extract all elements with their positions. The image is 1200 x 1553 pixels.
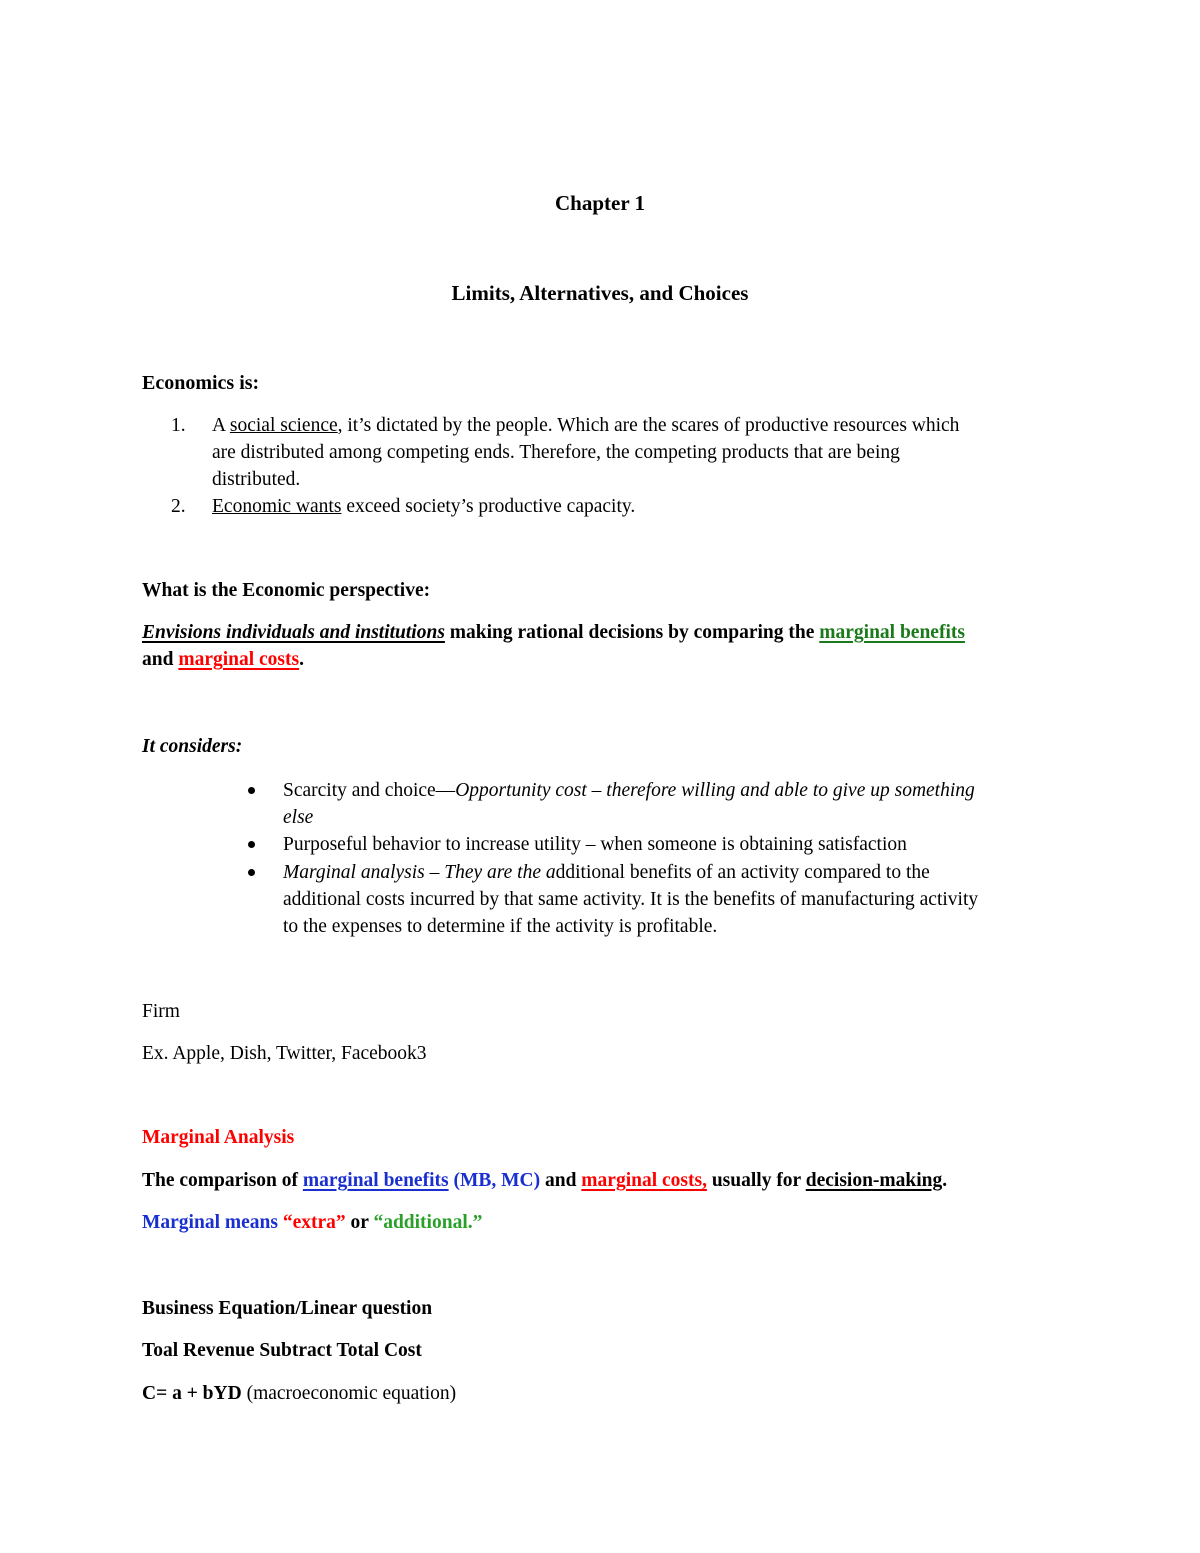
consumption-equation: C= a + bYD (macroeconomic equation): [142, 1383, 457, 1404]
perspective-heading: What is the Economic perspective:: [142, 580, 431, 601]
bullet-icon: [248, 841, 255, 848]
bullet-item-2: Purposeful behavior to increase utility – when someone is obtaining satisfaction: [283, 834, 907, 855]
revenue-cost-line: Toal Revenue Subtract Total Cost: [142, 1340, 422, 1361]
perspective-line2: and marginal costs.: [142, 649, 304, 670]
bullet-icon: [248, 787, 255, 794]
list-item-1-line2: are distributed among competing ends. Therefore, the competing products that are being: [212, 442, 900, 463]
envisions-phrase: Envisions individuals and institutions: [142, 622, 445, 643]
bullet-icon: [248, 869, 255, 876]
social-science-term: social science: [229, 415, 338, 436]
marginal-means-line: Marginal means “extra” or “additional.”: [142, 1212, 483, 1233]
list-item-1-line3: distributed.: [212, 469, 301, 490]
marginal-costs-term: marginal costs,: [581, 1170, 707, 1191]
list-number-1: 1.: [171, 415, 186, 436]
list-number-2: 2.: [171, 496, 186, 517]
marginal-comparison-line: The comparison of marginal benefits (MB, MC) and marginal costs, usually for decision-making.: [142, 1170, 948, 1191]
bullet-item-3-line3: to the expenses to determine if the activity is profitable.: [283, 916, 718, 937]
business-equation-heading: Business Equation/Linear question: [142, 1298, 433, 1319]
chapter-subtitle: Limits, Alternatives, and Choices: [451, 281, 749, 305]
decision-making-term: decision-making: [805, 1170, 943, 1191]
bullet-item-3-line1: Marginal analysis – They are the additional benefits of an activity compared to the: [283, 862, 930, 883]
marginal-benefits-term: marginal benefits: [302, 1170, 449, 1191]
economics-heading: Economics is:: [142, 372, 260, 394]
firm-label: Firm: [142, 1001, 180, 1022]
firm-examples: Ex. Apple, Dish, Twitter, Facebook3: [142, 1043, 427, 1064]
marginal-costs-term: marginal costs: [178, 649, 300, 670]
marginal-benefits-term: marginal benefits: [819, 622, 965, 643]
chapter-title: Chapter 1: [554, 191, 646, 215]
perspective-line1: Envisions individuals and institutions making rational decisions by comparing the marginal benefits: [142, 622, 965, 643]
list-item-1-line1: A social science, it’s dictated by the people. Which are the scares of productive resources which: [212, 415, 960, 436]
marginal-analysis-heading: Marginal Analysis: [142, 1127, 295, 1148]
economic-wants-term: Economic wants: [212, 496, 342, 517]
bullet-item-1-line2: else: [283, 807, 314, 828]
bullet-item-1-line1: Scarcity and choice—Opportunity cost – therefore willing and able to give up something: [283, 780, 975, 801]
list-item-2: Economic wants exceed society’s productive capacity.: [212, 496, 636, 517]
bullet-item-3-line2: additional costs incurred by that same activity. It is the benefits of manufacturing activity: [283, 889, 979, 910]
considers-heading: It considers:: [142, 736, 243, 757]
